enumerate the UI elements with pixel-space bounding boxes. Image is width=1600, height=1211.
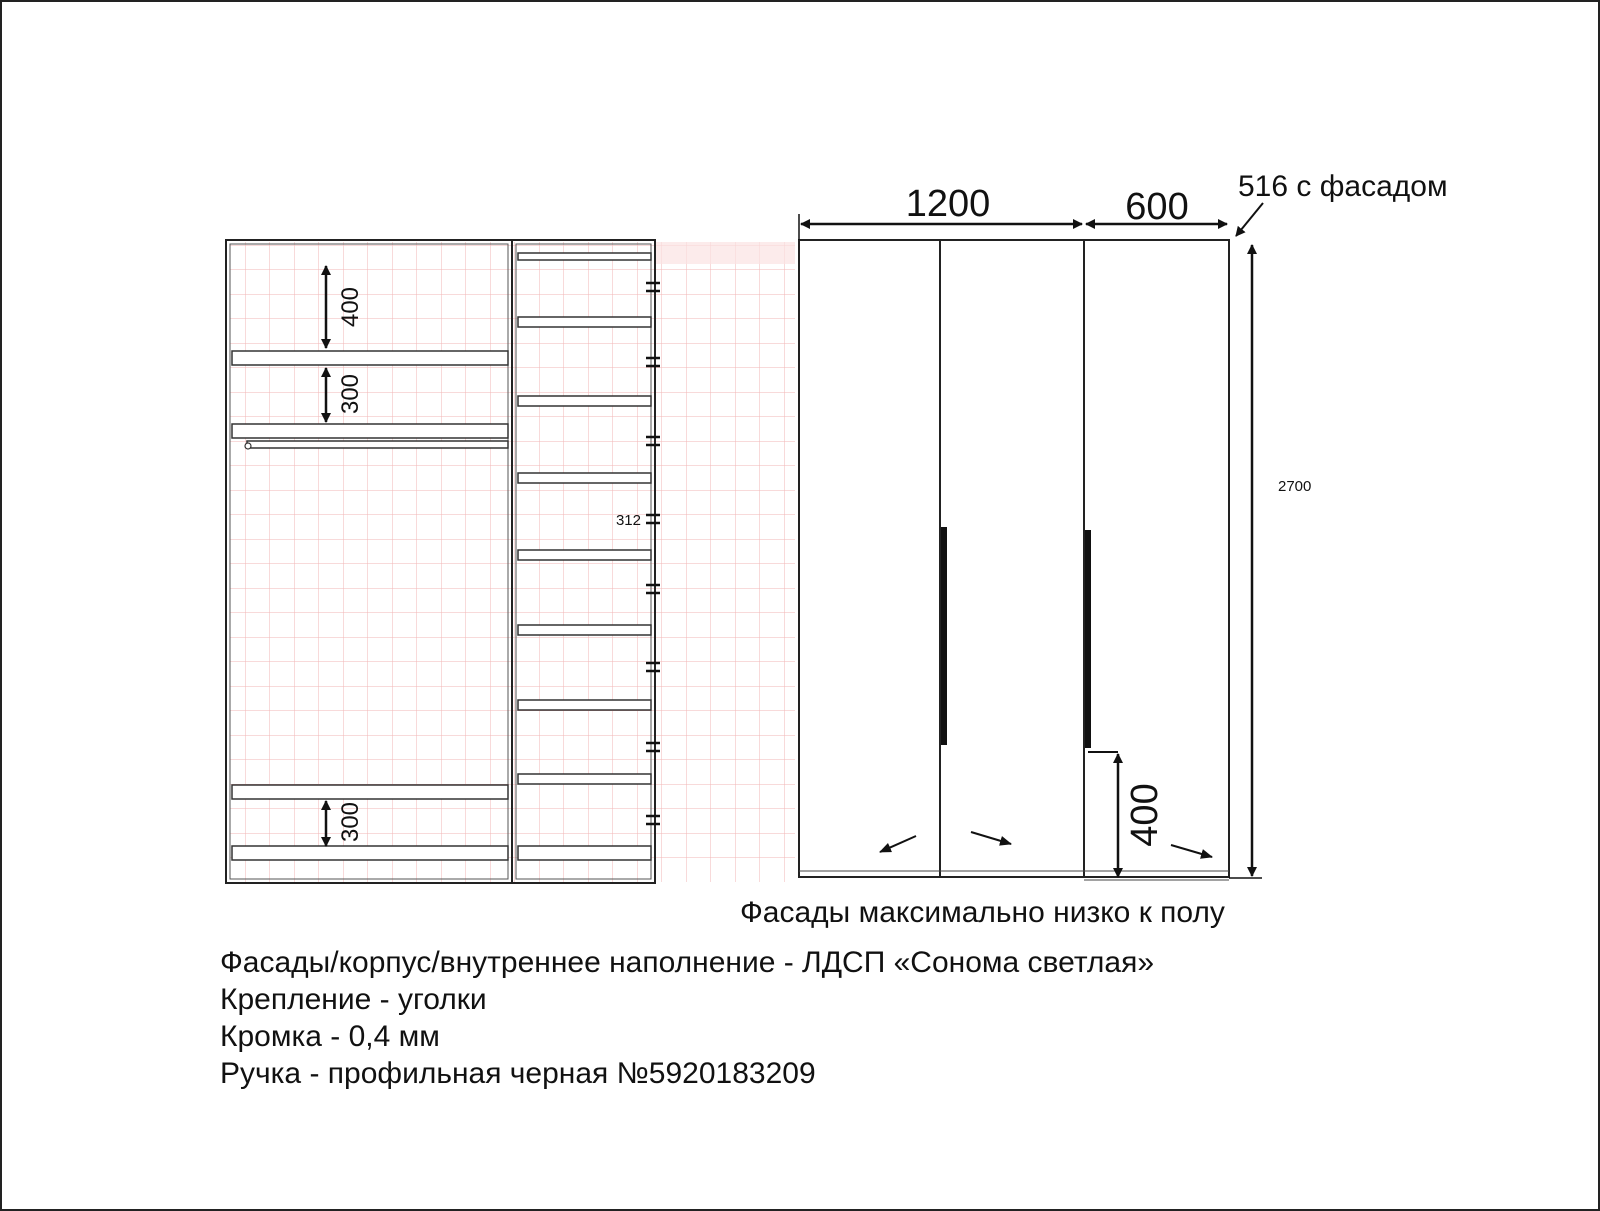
dim-label-1200: 1200 — [905, 183, 991, 225]
left-shelf-1 — [232, 351, 508, 365]
material-notes — [220, 944, 1154, 1092]
depth-label: 516 с фасадом — [1238, 170, 1448, 203]
dim-label-facade-400: 400 — [1124, 783, 1166, 847]
grid-band-top — [655, 242, 795, 264]
note-handle: Ручка - профильная черная №5920183209 — [220, 1057, 816, 1090]
facade-view — [740, 170, 1448, 929]
dim-label-300-top: 300 — [337, 373, 364, 415]
note-material: Фасады/корпус/внутреннее наполнение - ЛДСП «Сонома светлая» — [220, 946, 1155, 979]
floor-note: Фасады максимально низко к полу — [740, 896, 1225, 929]
dim-label-300-bottom: 300 — [337, 801, 364, 843]
dim-label-400: 400 — [337, 286, 364, 328]
left-shelf-3 — [232, 785, 508, 799]
depth-leader — [1236, 203, 1263, 236]
door-handle-1 — [941, 527, 947, 745]
facade-outline — [799, 240, 1229, 877]
rod-holder — [245, 443, 251, 449]
hanging-rod — [247, 441, 508, 448]
door-handle-2 — [1085, 530, 1091, 748]
note-edge: Кромка - 0,4 мм — [220, 1020, 440, 1053]
left-shelf-2 — [232, 424, 508, 438]
dim-label-600: 600 — [1125, 186, 1189, 228]
interior-view — [226, 240, 795, 883]
left-shelf-4 — [232, 846, 508, 860]
shelf-pitch-label: 312 — [615, 512, 641, 529]
dim-label-2700: 2700 — [1278, 478, 1312, 495]
note-fastening: Крепление - уголки — [220, 983, 487, 1016]
